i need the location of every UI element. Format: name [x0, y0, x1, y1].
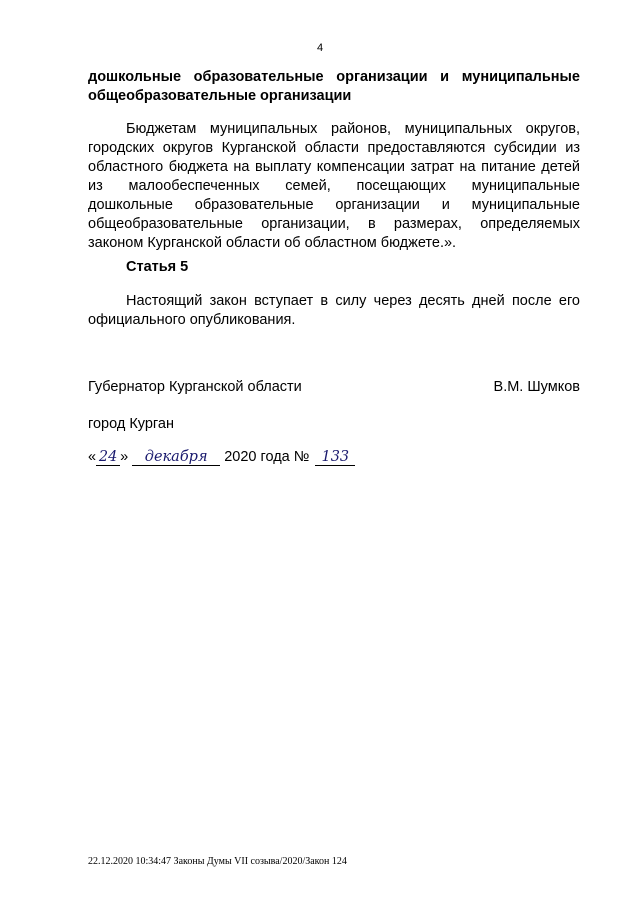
article-title: Статья 5	[126, 259, 189, 275]
date-line	[88, 449, 355, 466]
open-quote: «	[88, 449, 97, 465]
city-line: город Курган	[88, 416, 174, 432]
paragraph-subsidies: Бюджетам муниципальных районов, муниципальных округов, городских округов Курганской области предоставляются субсидии из областного бюджета на выплату компенсации затрат на питание детей из малообеспеченных семей, посещающих муниципальные дошкольные образовательные организации и муниципальные общеобразовательные организации, в размерах, определяемых законом Курганской области об областном бюджете.».	[88, 121, 580, 251]
document-footer: 22.12.2020 10:34:47 Законы Думы VII созыва/2020/Закон 124	[88, 856, 347, 867]
page-number: 4	[316, 42, 324, 54]
signatory-title: Губернатор Курганской области	[88, 379, 302, 395]
paragraph-effective-date: Настоящий закон вступает в силу через десять дней после его официального опубликования.	[88, 293, 580, 328]
handwritten-law-number: 133	[315, 449, 355, 466]
handwritten-day: 24	[96, 449, 120, 466]
close-quote: »	[120, 449, 129, 465]
handwritten-month: декабря	[132, 449, 220, 466]
year-and-number-label: 2020 года №	[224, 449, 310, 465]
section-heading: дошкольные образовательные организации и муниципальные общеобразовательные организации	[88, 69, 580, 104]
signatory-name: В.М. Шумков	[493, 379, 580, 395]
